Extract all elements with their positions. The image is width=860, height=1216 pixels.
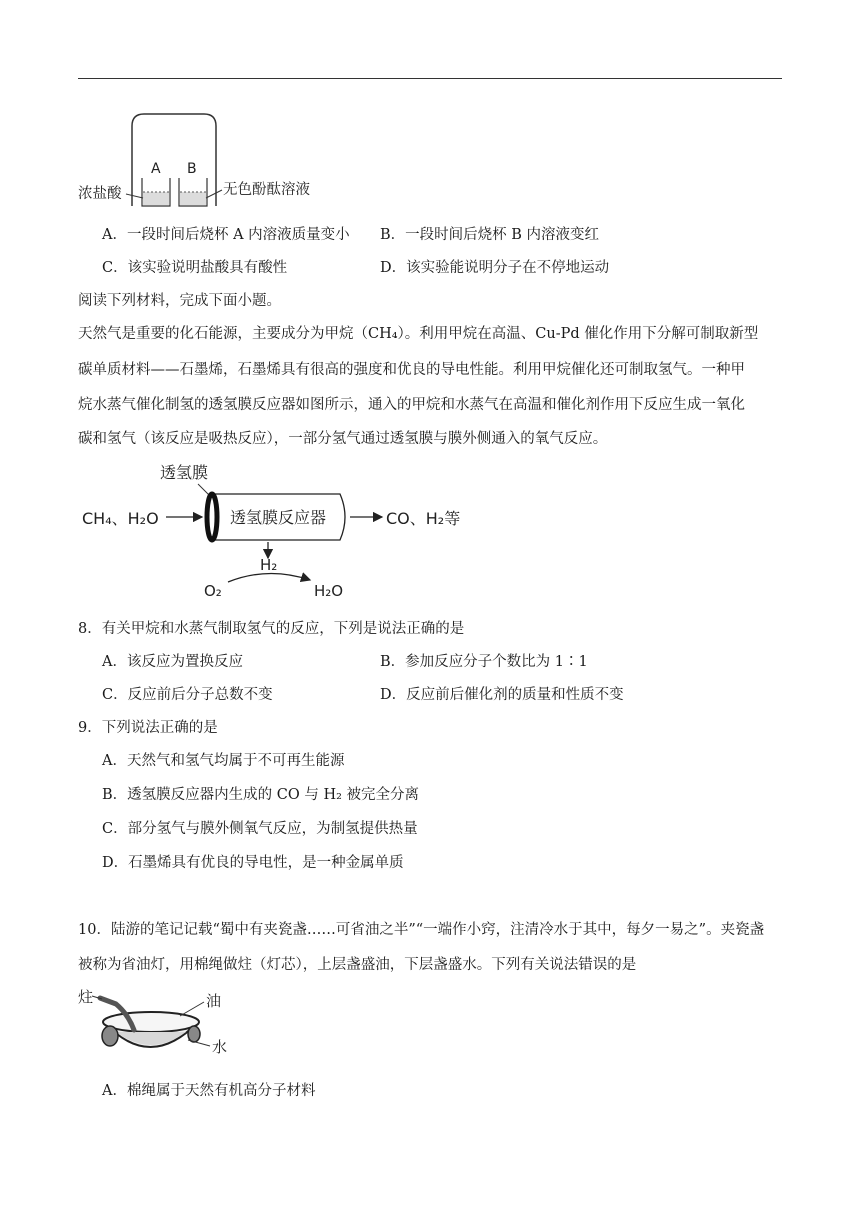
- o2-label: O₂: [204, 582, 222, 600]
- q8-option-a: A．该反应为置换反应: [102, 654, 243, 670]
- q9-option-d: D．石墨烯具有优良的导电性，是一种金属单质: [102, 855, 404, 871]
- water-label: 水: [212, 1038, 228, 1056]
- h2-label: H₂: [260, 556, 278, 574]
- beaker-a-label: A: [151, 161, 161, 177]
- q10-stem-line-1: 10．陆游的笔记记载“蜀中有夹瓷盏……可省油之半”“一端作小窍，注清冷水于其中，每夕一易之”。夹瓷盏: [78, 922, 765, 938]
- hydrochloric-acid-label: 浓盐酸: [78, 186, 122, 202]
- material-line-3: 烷水蒸气催化制氢的透氢膜反应器如图所示，通入的甲烷和水蒸气在高温和催化剂作用下反应生成一氧化: [78, 397, 745, 413]
- q9-stem: 9．下列说法正确的是: [78, 720, 218, 736]
- q8-option-d: D．反应前后催化剂的质量和性质不变: [380, 687, 624, 703]
- q10-stem-line-2: 被称为省油灯，用棉绳做炷（灯芯），上层盏盛油，下层盏盛水。下列有关说法错误的是: [78, 957, 637, 973]
- header-rule: [78, 78, 782, 79]
- input-label: CH₄、H₂O: [82, 509, 159, 528]
- phenolphthalein-label: 无色酚酞溶液: [223, 182, 310, 198]
- q8-option-b: B．参加反应分子个数比为 1∶1: [380, 654, 588, 670]
- q8-option-c: C．反应前后分子总数不变: [102, 687, 273, 703]
- q8-stem: 8．有关甲烷和水蒸气制取氢气的反应，下列是说法正确的是: [78, 621, 465, 637]
- bell-jar-figure: [76, 106, 326, 214]
- material-line-1: 天然气是重要的化石能源，主要成分为甲烷（CH₄）。利用甲烷在高温、Cu-Pd 催化作用下分解可制取新型: [78, 326, 759, 342]
- oil-lamp-figure: [76, 984, 246, 1064]
- output-label: CO、H₂等: [386, 509, 461, 528]
- q7-option-a: A．一段时间后烧杯 A 内溶液质量变小: [102, 227, 350, 243]
- membrane-label: 透氢膜: [160, 463, 209, 482]
- material-line-4: 碳和氢气（该反应是吸热反应），一部分氢气通过透氢膜与膜外侧通入的氧气反应。: [78, 431, 608, 447]
- q10-option-a: A．棉绳属于天然有机高分子材料: [102, 1083, 316, 1099]
- wick-label: 炷: [78, 988, 94, 1006]
- q9-option-b: B．透氢膜反应器内生成的 CO 与 H₂ 被完全分离: [102, 787, 420, 803]
- membrane-reactor-figure: [78, 458, 498, 606]
- q9-option-a: A．天然气和氢气均属于不可再生能源: [102, 753, 345, 769]
- beaker-b-label: B: [187, 161, 197, 177]
- material-intro: 阅读下列材料，完成下面小题。: [78, 293, 281, 309]
- q7-option-c: C．该实验说明盐酸具有酸性: [102, 260, 288, 276]
- oil-label: 油: [206, 992, 222, 1010]
- material-line-2: 碳单质材料——石墨烯，石墨烯具有很高的强度和优良的导电性能。利用甲烷催化还可制取氢气。一种甲: [78, 362, 745, 378]
- h2o-label: H₂O: [314, 582, 344, 600]
- q7-option-b: B．一段时间后烧杯 B 内溶液变红: [380, 227, 600, 243]
- q7-option-d: D．该实验能说明分子在不停地运动: [380, 260, 610, 276]
- reactor-label: 透氢膜反应器: [230, 508, 327, 527]
- q9-option-c: C．部分氢气与膜外侧氧气反应，为制氢提供热量: [102, 821, 418, 837]
